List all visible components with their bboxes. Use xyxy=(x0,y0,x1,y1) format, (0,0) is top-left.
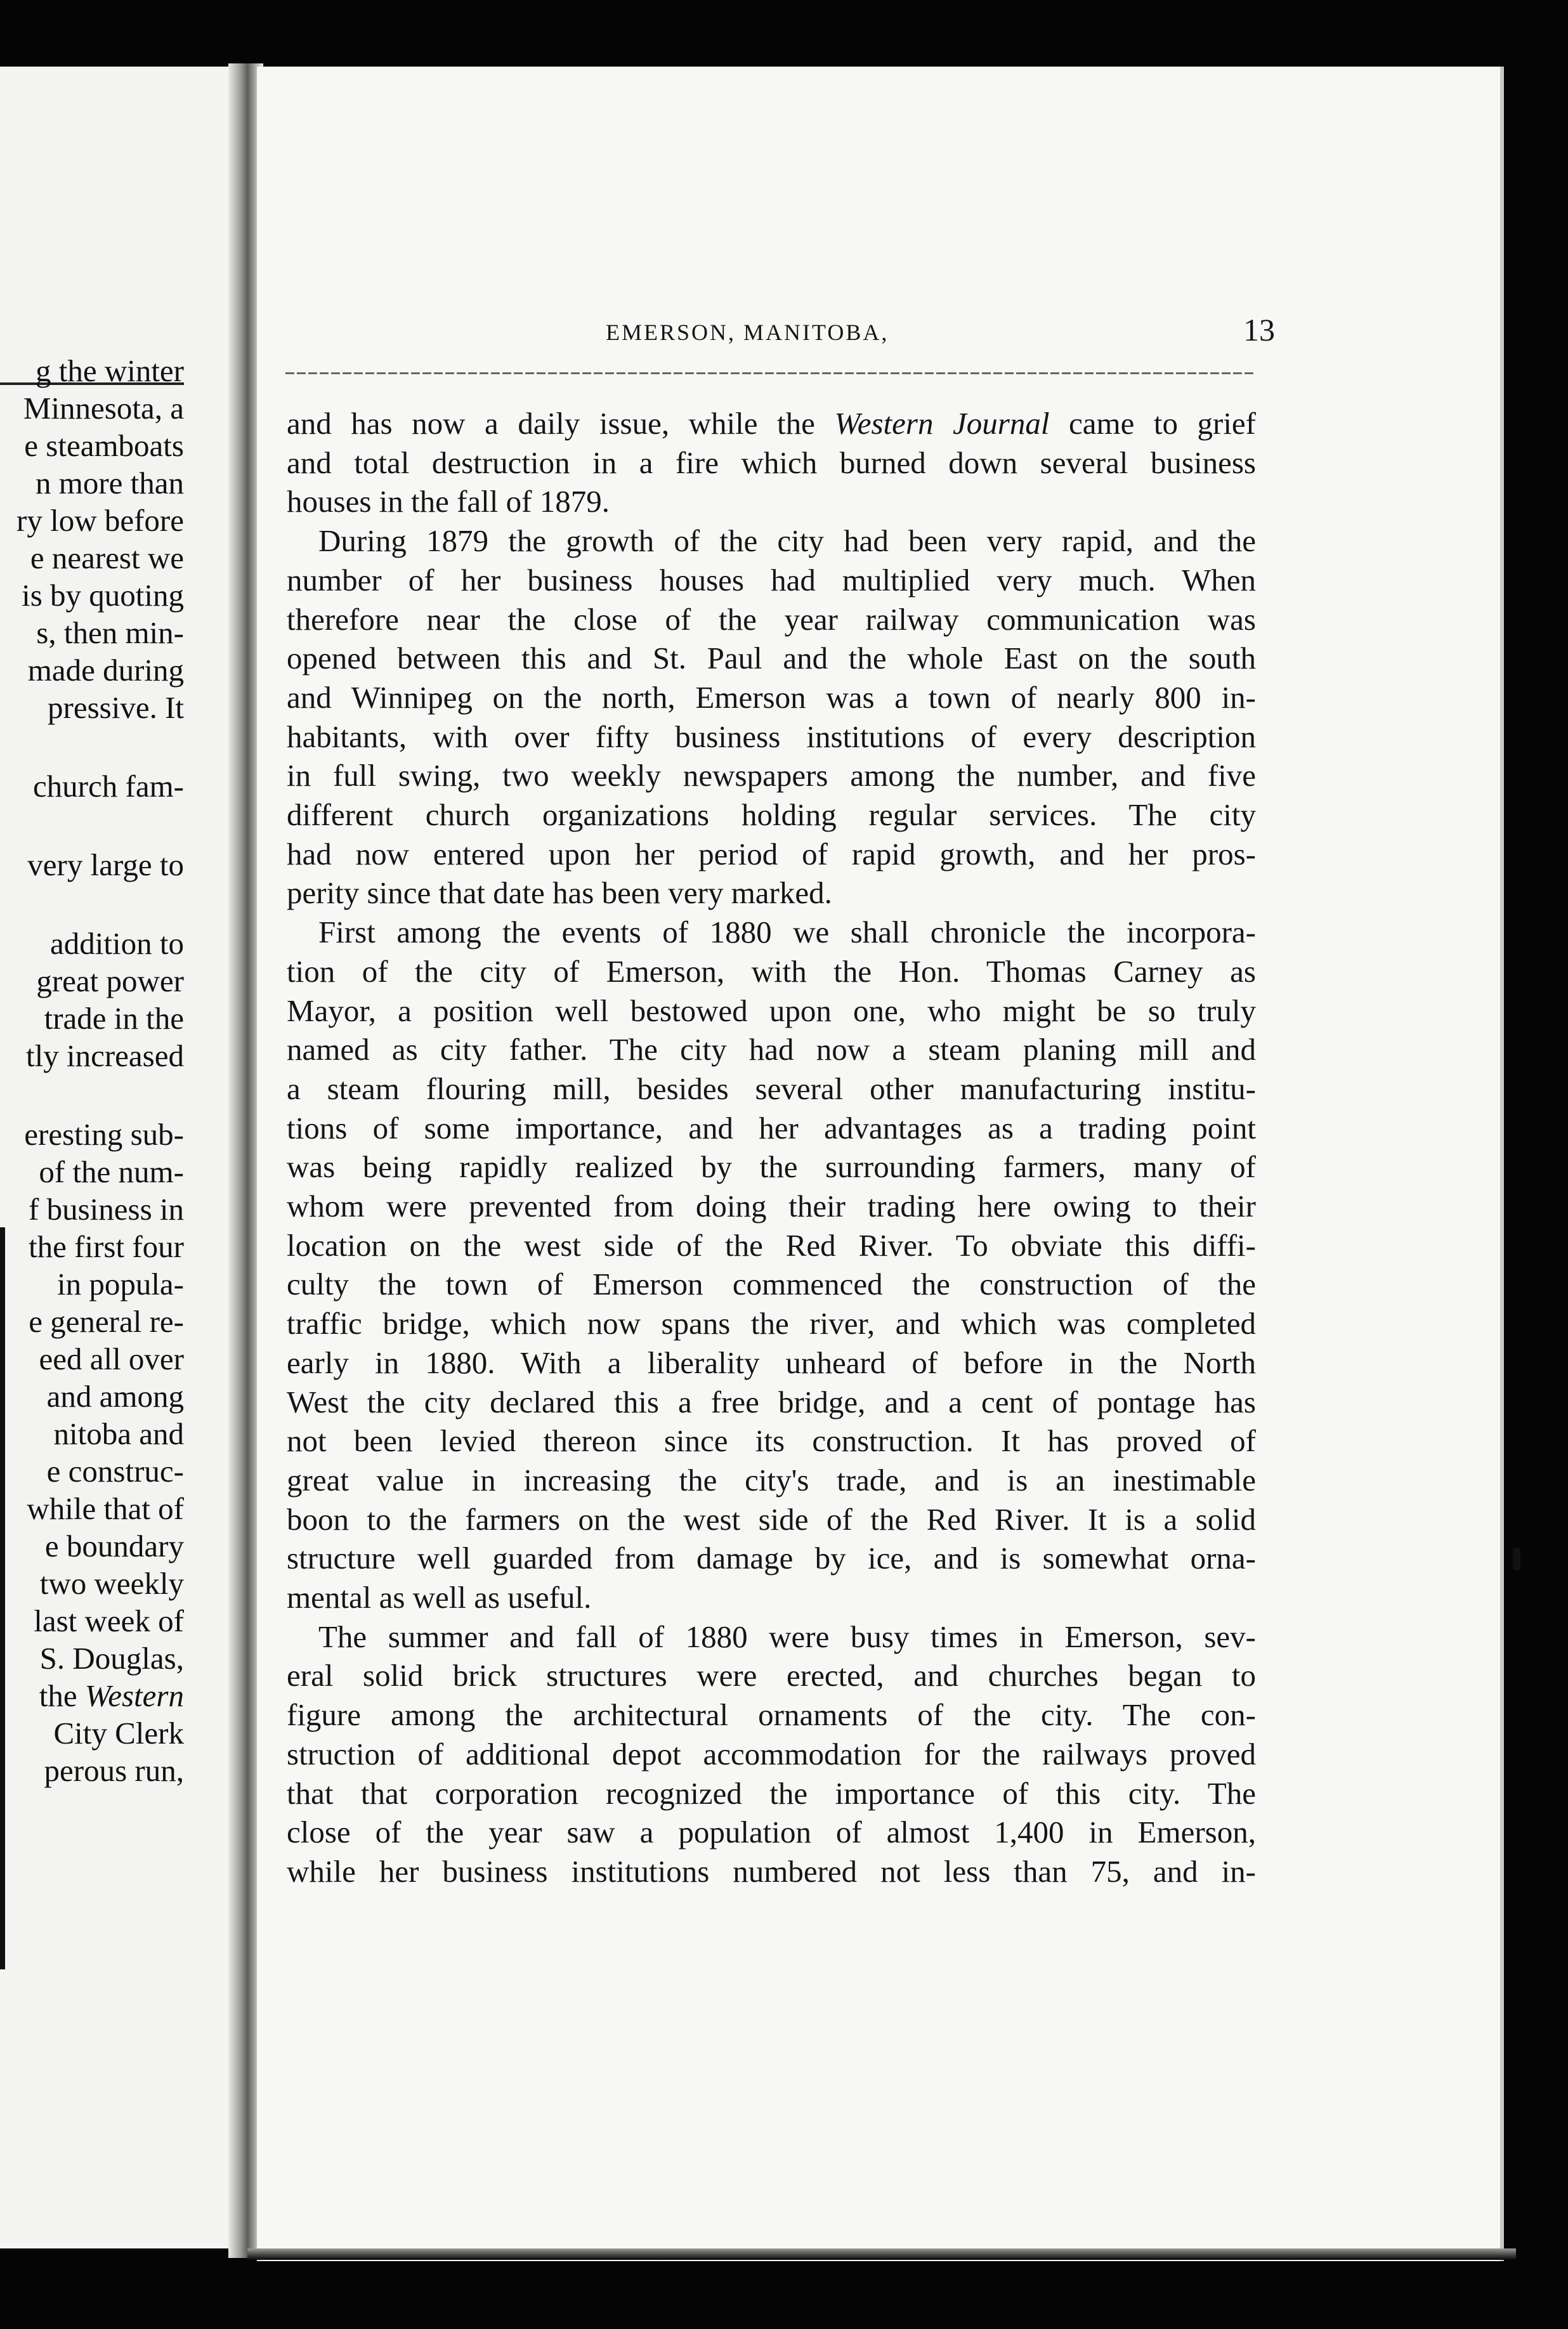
left-page-line: in popula- xyxy=(56,1267,184,1302)
left-page-line: very large to xyxy=(27,847,184,882)
left-page-line: pressive. It xyxy=(48,690,184,725)
left-page-line: f business in xyxy=(29,1192,184,1227)
header-rule xyxy=(285,372,1256,374)
page-header xyxy=(285,312,1500,357)
left-page-line: City Clerk xyxy=(53,1716,184,1751)
text-line: struction of additional depot accommodation for the railways proved xyxy=(287,1737,1256,1771)
text-line: while her business institutions numbered not less than 75, and in- xyxy=(287,1854,1256,1889)
edge-mark xyxy=(1513,1548,1520,1570)
left-page-line: the first four xyxy=(29,1229,184,1264)
left-page-line: e construc- xyxy=(46,1454,184,1489)
left-page-line: Minnesota, a xyxy=(23,391,184,426)
left-page-line: e general re- xyxy=(29,1304,184,1339)
text-line: figure among the architectural ornaments of the city. The con- xyxy=(287,1697,1256,1732)
text-line: opened between this and St. Paul and the whole East on the south xyxy=(287,641,1256,675)
text-line: number of her business houses had multiplied very much. When xyxy=(287,563,1256,597)
text-line: close of the year saw a population of almost 1,400 in Emerson, xyxy=(287,1815,1256,1850)
left-page-line: perous run, xyxy=(44,1753,184,1788)
left-page-line: eed all over xyxy=(39,1341,184,1376)
left-page-line: while that of xyxy=(27,1491,184,1526)
text-line: structure well guarded from damage by ice, and is somewhat orna- xyxy=(287,1541,1256,1576)
left-page-line: nitoba and xyxy=(53,1416,184,1451)
text-line: a steam flouring mill, besides several other manufacturing institu- xyxy=(287,1071,1256,1106)
left-page-line: ry low before xyxy=(16,503,184,538)
text-line: location on the west side of the Red River. To obviate this diffi- xyxy=(287,1228,1256,1263)
left-page-line: made during xyxy=(27,653,184,688)
text-line: boon to the farmers on the west side of the Red River. It is a solid xyxy=(287,1502,1256,1537)
text-line: mental as well as useful. xyxy=(287,1580,592,1615)
text-line: culty the town of Emerson commenced the construction of the xyxy=(287,1267,1256,1302)
text-line: not been levied thereon since its construction. It has proved of xyxy=(287,1423,1256,1458)
text-line: tion of the city of Emerson, with the Hon. Thomas Carney as xyxy=(287,954,1256,989)
text-line: tions of some importance, and her advantages as a trading point xyxy=(287,1111,1256,1145)
text-line: had now entered upon her period of rapid growth, and her pros- xyxy=(287,837,1256,871)
text-line: Mayor, a position well bestowed upon one, who might be so truly xyxy=(287,993,1256,1028)
left-page-line: addition to xyxy=(50,926,184,961)
left-page-line: two weekly xyxy=(39,1566,184,1601)
text-line: West the city declared this a free bridge, and a cent of pontage has xyxy=(287,1385,1256,1419)
left-page-line: great power xyxy=(36,963,184,998)
text-line: and total destruction in a fire which burned down several business xyxy=(287,445,1256,480)
left-page-line: S. Douglas, xyxy=(39,1641,184,1676)
left-page-text xyxy=(0,67,184,2248)
left-page-line: church fam- xyxy=(32,769,184,804)
page-13 xyxy=(257,67,1504,2261)
left-page-line: eresting sub- xyxy=(24,1117,184,1152)
text-line: early in 1880. With a liberality unheard of before in the North xyxy=(287,1345,1256,1380)
text-line: in full swing, two weekly newspapers among the number, and five xyxy=(287,758,1256,793)
left-page-line: trade in the xyxy=(44,1001,184,1036)
text-line: different church organizations holding regular services. The city xyxy=(287,797,1256,832)
text-line: whom were prevented from doing their trading here owing to their xyxy=(287,1189,1256,1223)
text-line: perity since that date has been very marked. xyxy=(287,875,832,910)
left-page-line: the Western xyxy=(39,1678,184,1713)
left-page-line: last week of xyxy=(34,1603,184,1638)
text-line: named as city father. The city had now a steam planing mill and xyxy=(287,1032,1256,1067)
left-page-line: e nearest we xyxy=(30,540,184,575)
text-line: During 1879 the growth of the city had been very rapid, and the xyxy=(318,523,1256,558)
text-line: First among the events of 1880 we shall chronicle the incorpora- xyxy=(318,915,1256,949)
page-number: 13 xyxy=(1243,312,1275,348)
left-page-line: tly increased xyxy=(26,1038,184,1073)
page-bottom-shadow xyxy=(247,2248,1516,2260)
text-line: houses in the fall of 1879. xyxy=(287,484,610,519)
text-line: that that corporation recognized the importance of this city. The xyxy=(287,1776,1256,1811)
left-page-line: is by quoting xyxy=(22,578,184,613)
text-line: eral solid brick structures were erected, and churches began to xyxy=(287,1658,1256,1693)
text-line: traffic bridge, which now spans the river, and which was completed xyxy=(287,1306,1256,1341)
text-line: and Winnipeg on the north, Emerson was a town of nearly 800 in- xyxy=(287,680,1256,715)
text-line: and has now a daily issue, while the Western Journal came to grief xyxy=(287,406,1256,441)
left-page-line: e steamboats xyxy=(24,428,184,463)
left-page-line: n more than xyxy=(35,466,184,500)
text-line: therefore near the close of the year railway communication was xyxy=(287,602,1256,637)
left-page-line: of the num- xyxy=(39,1154,184,1189)
left-page-line: s, then min- xyxy=(36,615,184,650)
running-head: EMERSON, MANITOBA, xyxy=(606,320,889,345)
text-line: was being rapidly realized by the surrounding farmers, many of xyxy=(287,1149,1256,1184)
text-line: The summer and fall of 1880 were busy times in Emerson, sev- xyxy=(318,1619,1256,1654)
text-line: great value in increasing the city's trade, and is an inestimable xyxy=(287,1463,1256,1497)
left-page-line: e boundary xyxy=(44,1529,184,1563)
left-page-line: and among xyxy=(46,1379,184,1414)
left-page-fragment xyxy=(0,67,251,2248)
left-page-line: g the winter xyxy=(35,353,184,388)
text-line: habitants, with over fifty business institutions of every description xyxy=(287,719,1256,754)
